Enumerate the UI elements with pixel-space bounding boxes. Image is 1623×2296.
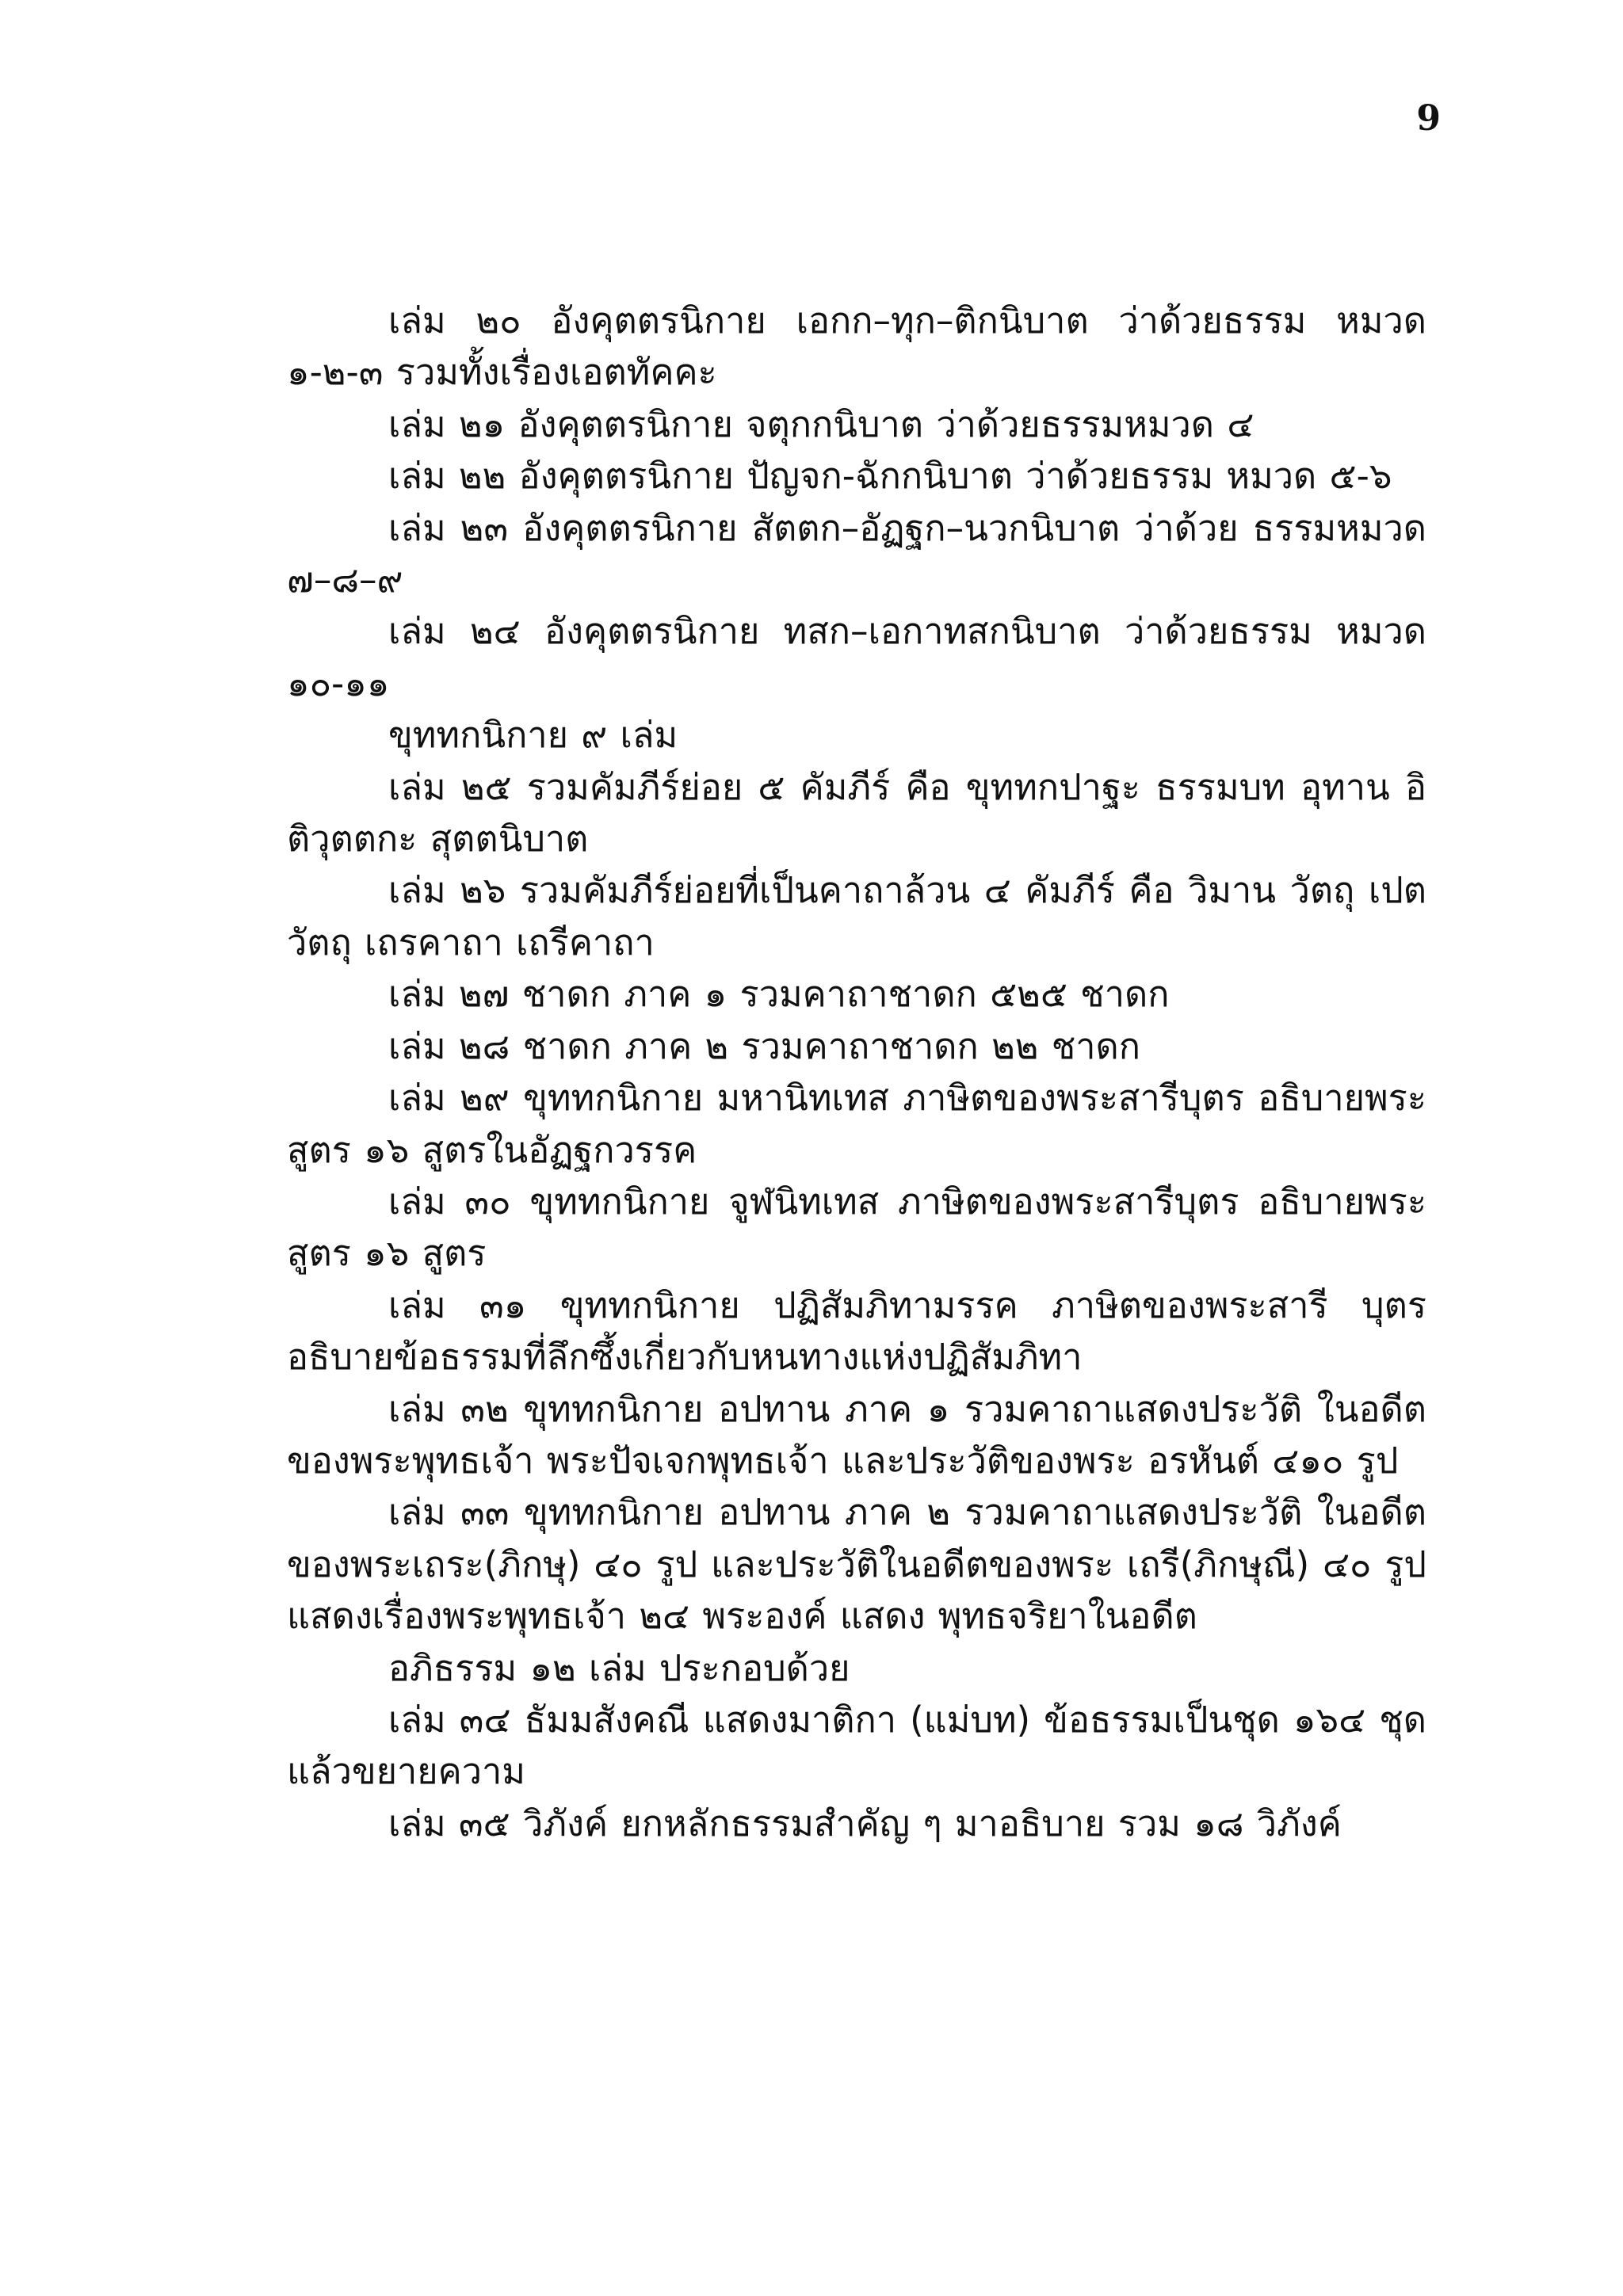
paragraph-volume-31: เล่ม ๓๑ ขุททกนิกาย ปฏิสัมภิทามรรค ภาษิตของพระสารี บุตร อธิบายข้อธรรมที่ลึกซึ้งเกี่ยวกับหนทางแห่งปฏิสัมภิทา — [287, 1283, 1426, 1379]
paragraph-volume-25: เล่ม ๒๕ รวมคัมภีร์ย่อย ๕ คัมภีร์ คือ ขุททกปาฐะ ธรรมบท อุทาน อิติวุตตกะ สุตตนิบาต — [287, 765, 1426, 860]
paragraph-volume-30: เล่ม ๓๐ ขุททกนิกาย จูฬนิทเทส ภาษิตของพระสารีบุตร อธิบายพระสูตร ๑๖ สูตร — [287, 1180, 1426, 1275]
paragraph-volume-27: เล่ม ๒๗ ชาดก ภาค ๑ รวมคาถาชาดก ๕๒๕ ชาดก — [388, 973, 1170, 1016]
paragraph-volume-21: เล่ม ๒๑ อังคุตตรนิกาย จตุกกนิบาต ว่าด้วยธรรมหมวด ๔ — [388, 402, 1254, 445]
paragraph-volume-32: เล่ม ๓๒ ขุททกนิกาย อปทาน ภาค ๑ รวมคาถาแสดงประวัติ ในอดีตของพระพุทธเจ้า พระปัจเจกพุทธเจ้า และประวัติของพระ อรหันต์ ๔๑๐ รูป — [287, 1387, 1426, 1482]
paragraph-volume-26: เล่ม ๒๖ รวมคัมภีร์ย่อยที่เป็นคาถาล้วน ๔ คัมภีร์ คือ วิมาน วัตถุ เปตวัตถุ เถรคาถา เถรีคาถา — [287, 869, 1426, 963]
paragraph-volume-34: เล่ม ๓๔ ธัมมสังคณี แสดงมาติกา (แม่บท) ข้อธรรมเป็นชุด ๑๖๔ ชุด แล้วขยายความ — [287, 1698, 1426, 1793]
paragraph-volume-20: เล่ม ๒๐ อังคุตตรนิกาย เอกก–ทุก–ติกนิบาต ว่าด้วยธรรม หมวด ๑-๒-๓ รวมทั้งเรื่องเอตทัคคะ — [287, 299, 1426, 394]
paragraph-volume-24: เล่ม ๒๔ อังคุตตรนิกาย ทสก–เอกาทสกนิบาต ว่าด้วยธรรม หมวด ๑๐-๑๑ — [287, 610, 1426, 704]
section-heading-abhidhamma: อภิธรรม ๑๒ เล่ม ประกอบด้วย — [388, 1646, 850, 1689]
paragraph-volume-28: เล่ม ๒๘ ชาดก ภาค ๒ รวมคาถาชาดก ๒๒ ชาดก — [388, 1024, 1140, 1067]
paragraph-volume-35: เล่ม ๓๕ วิภังค์ ยกหลักธรรมสำคัญ ๆ มาอธิบาย รวม ๑๘ วิภังค์ — [388, 1802, 1342, 1844]
page-number: 9 — [1416, 98, 1441, 139]
document-body — [287, 295, 1426, 1849]
paragraph-volume-22: เล่ม ๒๒ อังคุตตรนิกาย ปัญจก-ฉักกนิบาต ว่าด้วยธรรม หมวด ๕-๖ — [388, 455, 1392, 498]
section-heading-khuddaka: ขุททกนิกาย ๙ เล่ม — [388, 714, 678, 757]
paragraph-volume-29: เล่ม ๒๙ ขุททกนิกาย มหานิทเทส ภาษิตของพระสารีบุตร อธิบายพระสูตร ๑๖ สูตรในอัฏฐกวรรค — [287, 1077, 1426, 1171]
paragraph-volume-23: เล่ม ๒๓ อังคุตตรนิกาย สัตตก–อัฏฐก–นวกนิบาต ว่าด้วย ธรรมหมวด ๗–๘–๙ — [287, 506, 1426, 601]
paragraph-volume-33: เล่ม ๓๓ ขุททกนิกาย อปทาน ภาค ๒ รวมคาถาแสดงประวัติ ในอดีตของพระเถระ(ภิกษุ) ๔๐ รูป และประวัติในอดีตของพระ เถรี(ภิกษุณี) ๔๐ รูป แสดงเรื่องพระพุทธเจ้า ๒๔ พระองค์ แสดง พุทธจริยาในอดีต — [287, 1491, 1426, 1638]
